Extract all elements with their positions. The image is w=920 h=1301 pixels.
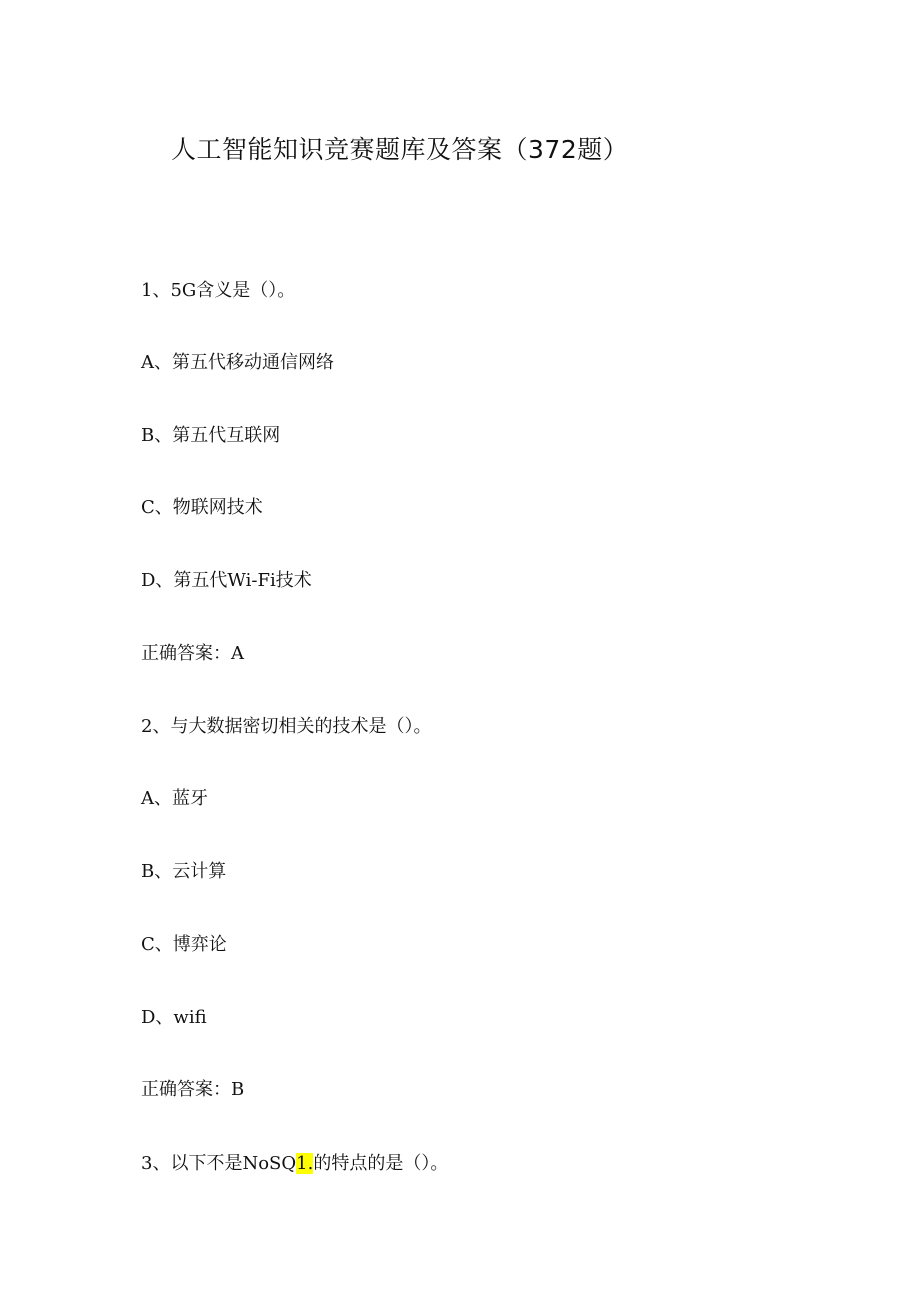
question-3-stem-part2: 的特点的是（）。	[313, 1153, 449, 1174]
highlighted-text: 1.	[296, 1153, 314, 1174]
question-1-option-d: D、第五代Wi-Fi技术	[141, 570, 312, 591]
question-2-option-d: D、wifi	[141, 1007, 207, 1028]
question-2-option-c: C、博弈论	[141, 934, 227, 955]
question-1-answer: 正确答案：A	[141, 643, 244, 664]
question-1-option-a: A、第五代移动通信网络	[141, 352, 334, 373]
question-2-answer: 正确答案：B	[141, 1079, 245, 1100]
question-1-option-c: C、物联网技术	[141, 497, 263, 518]
document-title: 人工智能知识竞赛题库及答案（372题）	[171, 135, 629, 164]
question-1-stem: 1、5G含义是（）。	[141, 280, 296, 301]
question-3-stem-part1: 3、以下不是NoSQ	[141, 1153, 297, 1174]
question-2-option-a: A、蓝牙	[141, 788, 208, 809]
question-2-stem: 2、与大数据密切相关的技术是（）。	[141, 716, 432, 737]
question-1-option-b: B、第五代互联网	[141, 425, 281, 446]
question-3-stem	[141, 1152, 448, 1176]
question-2-option-b: B、云计算	[141, 861, 227, 882]
